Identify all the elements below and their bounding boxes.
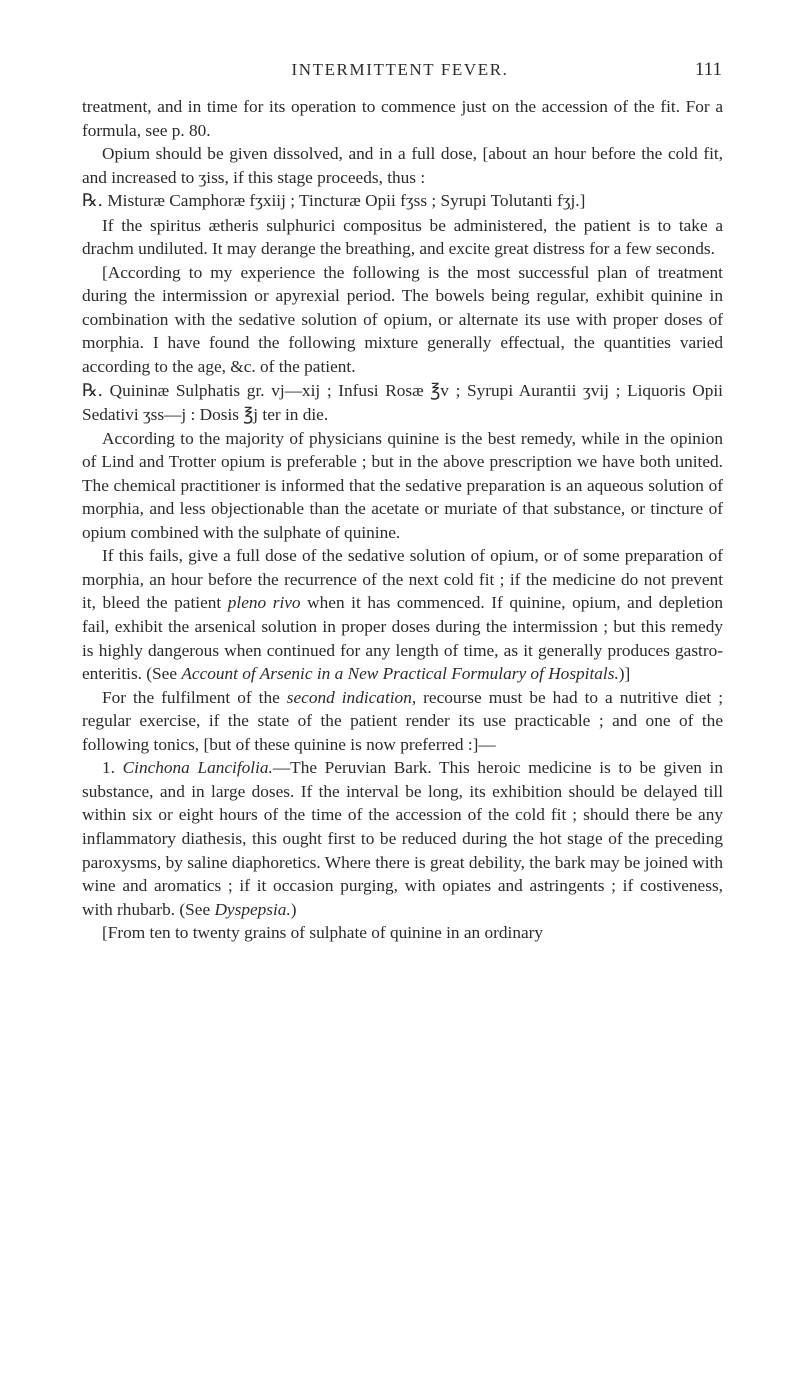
paragraph-text: [According to my experience the following is the most successful plan of treatment during the intermission or apyrexial period. The bowels being regular, exhibit quinine in combination with the sedative solution of opium, or alternate its use with proper doses of morphia. I have found the following mixture generally effectual, the quantities varied according to the age, &c. of the patient. [82,262,723,377]
italic-reference: Account of Arsenic in a New Practical Formulary of Hospitals. [181,664,619,684]
paragraph-text: —The Peruvian Bark. This heroic medicine is to be given in substance, and in large doses. If the interval be long, its exhibition should be delayed till within six or eight hours of the time of the accession of the cold fit ; should there be any inflammatory diathesis, this ought first to be reduced during the hot stage of the preceding paroxysms, by saline diaphoretics. Where there is great debility, the bark may be joined with wine and aromatics ; if it occasion purging, with opiates and astringents ; if costiveness, with rhubarb. (See [82,758,724,919]
running-title: INTERMITTENT FEVER. [291,60,509,79]
paragraph-text: If this fails, give a full dose of the sedative solution of opium, or of some preparation of morphia, an hour before the recurrence of the next cold fit ; if the medicine do not prevent it, bleed the patient [82,546,723,613]
running-head [0,58,800,82]
paragraph-if-fails [82,544,723,685]
italic-reference: Dyspepsia. [214,899,291,919]
page-number: 111 [694,59,722,80]
paragraph-ten-to-twenty [82,921,723,945]
recipe-symbol: ℞. [82,380,103,401]
paragraph-text: [From ten to twenty grains of sulphate of quinine in an ordinary [102,923,544,943]
prescription-text: Quininæ Sulphatis gr. vj—xij ; Infusi Rosæ ℥v ; Syrupi Aurantii ʒvij ; Liquoris Opii Sedativi ʒss—j : Dosis ℥j ter in die. [82,380,723,425]
paragraph-text: when it has commenced. If quinine, opium, and depletion fail, exhibit the arsenical solution in proper doses during the intermission ; but this remedy is highly dangerous when continued for any length of time, as it generally produces gastro-enteritis. (See [82,593,723,684]
paragraph-text: ) [290,899,297,919]
paragraph-cinchona [82,756,723,921]
paragraph-text: If the spiritus ætheris sulphurici compositus be administered, the patient is to take a drachm undiluted. It may derange the breathing, and excite great distress for a few seconds. [82,215,723,259]
paragraph-text: )] [618,664,631,684]
paragraph-opium [82,142,723,189]
paragraph-continuation [82,95,723,142]
italic-phrase: pleno rivo [227,593,301,613]
recipe-symbol: ℞. [82,191,103,212]
paragraph-text: For the fulfilment of the [102,687,287,707]
prescription-camphor [82,189,723,214]
paragraph-spiritus [82,214,723,261]
prescription-text: Misturæ Camphoræ fʒxiij ; Tincturæ Opii fʒss ; Syrupi Tolutanti fʒj.] [103,191,586,211]
paragraph-text: According to the majority of physicians quinine is the best remedy, while in the opinion of Lind and Trotter opium is preferable ; but in the above prescription we have both united. The chemical practitioner is informed that the sedative preparation is an aqueous solution of morphia, and less objectionable than the acetate or muriate of that substance, or tincture of opium combined with the sulphate of quinine. [82,428,723,542]
body-text [82,95,723,945]
paragraph-text: recourse must be had to a nutritive diet ; regular exercise, if the state of the patient render its use practicable ; and one of the following tonics, [but of these quinine is now preferred :]— [82,687,723,754]
paragraph-text: Opium should be given dissolved, and in a full dose, [about an hour before the cold fit, and increased to ʒiss, if this stage proceeds, thus : [82,144,723,187]
paragraph-text: treatment, and in time for its operation to commence just on the accession of the fit. For a formula, see p. 80. [82,97,723,140]
paragraph-majority [82,427,723,545]
prescription-quinine [82,379,723,427]
italic-phrase: second indication, [286,687,417,707]
italic-heading: Cinchona Lancifolia. [122,758,273,778]
paragraph-text: 1. [102,758,123,778]
paragraph-experience [82,261,723,379]
paragraph-second-indication [82,686,723,757]
